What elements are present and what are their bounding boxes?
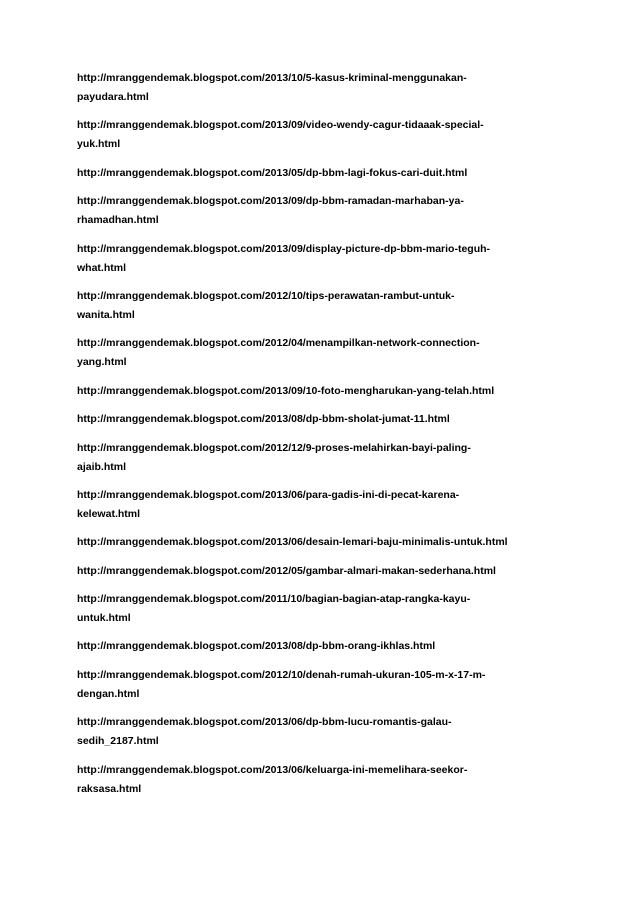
link-text-line[interactable]: sedih_2187.html: [77, 735, 159, 748]
link-item[interactable]: [77, 486, 567, 524]
link-text-line[interactable]: http://mranggendemak.blogspot.com/2013/05/dp-bbm-lagi-fokus-cari-duit.html: [77, 166, 468, 179]
link-item[interactable]: [77, 382, 567, 401]
link-text-line[interactable]: http://mranggendemak.blogspot.com/2012/10/denah-rumah-ukuran-105-m-x-17-m-: [77, 668, 486, 681]
link-text-line[interactable]: http://mranggendemak.blogspot.com/2013/09/display-picture-dp-bbm-mario-teguh-: [77, 242, 491, 255]
link-text-line[interactable]: payudara.html: [77, 91, 149, 103]
link-text-line[interactable]: rhamadhan.html: [77, 214, 159, 227]
link-text-line[interactable]: http://mranggendemak.blogspot.com/2013/09/10-foto-mengharukan-yang-telah.html: [77, 384, 495, 397]
link-item[interactable]: [77, 713, 567, 751]
link-text-line[interactable]: http://mranggendemak.blogspot.com/2013/08/dp-bbm-orang-ikhlas.html: [77, 640, 436, 653]
link-text-line[interactable]: http://mranggendemak.blogspot.com/2013/09/video-wendy-cagur-tidaaak-special-: [77, 119, 484, 132]
link-text-line[interactable]: raksasa.html: [77, 782, 142, 795]
link-text-line[interactable]: yuk.html: [77, 138, 121, 151]
link-text-line[interactable]: http://mranggendemak.blogspot.com/2012/05/gambar-almari-makan-sederhana.html: [77, 564, 496, 577]
link-item[interactable]: [77, 334, 567, 372]
link-item[interactable]: [77, 439, 567, 477]
link-text-line[interactable]: dengan.html: [77, 687, 140, 700]
link-item[interactable]: [77, 287, 567, 325]
link-text-line[interactable]: http://mranggendemak.blogspot.com/2012/12/9-proses-melahirkan-bayi-paling-: [77, 441, 471, 454]
link-item[interactable]: [77, 562, 567, 581]
link-item[interactable]: [77, 69, 567, 107]
link-text-line[interactable]: http://mranggendemak.blogspot.com/2013/06/dp-bbm-lucu-romantis-galau-: [77, 716, 452, 729]
link-item[interactable]: [77, 410, 567, 429]
link-text-line[interactable]: http://mranggendemak.blogspot.com/2013/06/para-gadis-ini-di-pecat-karena-: [77, 488, 460, 501]
link-list: [77, 69, 567, 808]
link-item[interactable]: [77, 192, 567, 230]
link-text-line[interactable]: wanita.html: [77, 308, 135, 321]
link-text-line[interactable]: http://mranggendemak.blogspot.com/2013/06/keluarga-ini-memelihara-seekor-: [77, 763, 468, 776]
link-item[interactable]: [77, 164, 567, 183]
link-item[interactable]: [77, 637, 567, 656]
link-text-line[interactable]: http://mranggendemak.blogspot.com/2013/06/desain-lemari-baju-minimalis-untuk.html: [77, 536, 508, 549]
link-item[interactable]: [77, 240, 567, 278]
link-text-line[interactable]: http://mranggendemak.blogspot.com/2013/10/5-kasus-kriminal-menggunakan-: [77, 72, 467, 84]
link-text-line[interactable]: http://mranggendemak.blogspot.com/2012/04/menampilkan-network-connection-: [77, 337, 480, 350]
link-text-line[interactable]: http://mranggendemak.blogspot.com/2013/09/dp-bbm-ramadan-marhaban-ya-: [77, 195, 464, 208]
link-text-line[interactable]: kelewat.html: [77, 507, 141, 520]
link-text-line[interactable]: ajaib.html: [77, 460, 127, 473]
link-item[interactable]: [77, 666, 567, 704]
link-item[interactable]: [77, 116, 567, 154]
link-item[interactable]: [77, 533, 567, 552]
link-text-line[interactable]: http://mranggendemak.blogspot.com/2012/10/tips-perawatan-rambut-untuk-: [77, 289, 455, 302]
link-text-line[interactable]: untuk.html: [77, 612, 131, 625]
link-text-line[interactable]: http://mranggendemak.blogspot.com/2013/08/dp-bbm-sholat-jumat-11.html: [77, 413, 450, 426]
link-item[interactable]: [77, 761, 567, 799]
link-text-line[interactable]: what.html: [77, 261, 126, 274]
link-text-line[interactable]: yang.html: [77, 356, 127, 369]
link-text-line[interactable]: http://mranggendemak.blogspot.com/2011/10/bagian-bagian-atap-rangka-kayu-: [77, 593, 471, 606]
link-item[interactable]: [77, 590, 567, 628]
